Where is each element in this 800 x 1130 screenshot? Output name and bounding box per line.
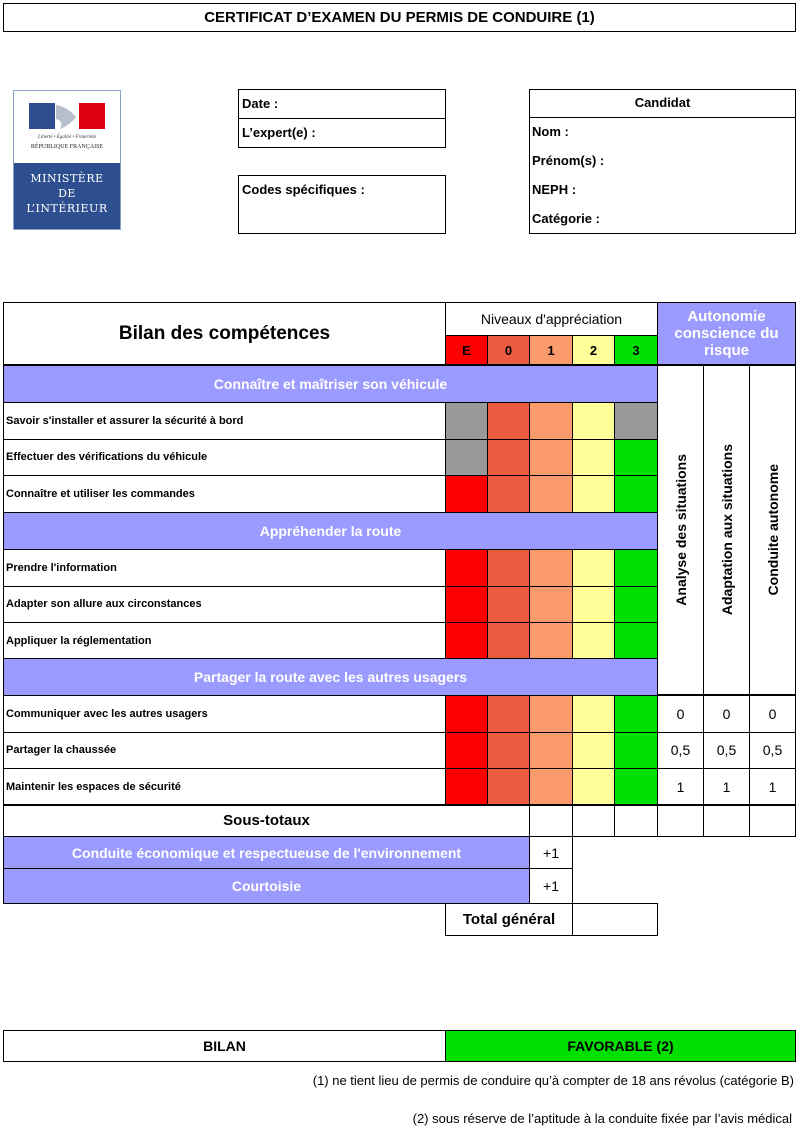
eco-driving-value[interactable]: +1 — [529, 836, 573, 869]
date-label: Date : — [242, 96, 279, 111]
republic-motto: Liberté • Égalité • Fraternité — [38, 135, 96, 140]
marianne-flag-icon — [14, 91, 120, 135]
codes-label: Codes spécifiques : — [242, 182, 365, 197]
rating-cell-3[interactable] — [614, 732, 658, 770]
prenom-label: Prénom(s) : — [532, 153, 605, 168]
competence-row-label: Maintenir les espaces de sécurité — [3, 768, 446, 806]
rating-cell-0[interactable] — [487, 622, 530, 660]
table-title: Bilan des compétences — [3, 302, 446, 365]
autonomy-col-analyse — [657, 365, 704, 695]
rating-cell-2[interactable] — [572, 402, 615, 440]
rating-cell-1[interactable] — [529, 695, 573, 733]
ministry-line-1: MINISTÈRE — [30, 172, 104, 185]
total-label: Total général — [445, 903, 573, 936]
rating-cell-1[interactable] — [529, 402, 573, 440]
footnote-1: (1) ne tient lieu de permis de conduire qu’à compter de 18 ans révolus (catégorie B) — [312, 1073, 794, 1088]
rating-cell-0[interactable] — [487, 768, 530, 806]
level-header-0: 0 — [487, 335, 530, 365]
eco-driving-label: Conduite économique et respectueuse de l'environnement — [3, 836, 530, 869]
rating-cell-0[interactable] — [487, 549, 530, 587]
expert-label: L’expert(e) : — [242, 125, 316, 140]
rating-cell-2[interactable] — [572, 549, 615, 587]
footnote-2: (2) sous réserve de l’aptitude à la conduite fixée par l’avis médical — [412, 1111, 792, 1126]
competence-row-label: Connaître et utiliser les commandes — [3, 475, 446, 513]
categorie-label: Catégorie : — [532, 211, 600, 226]
rating-cell-0[interactable] — [487, 402, 530, 440]
rating-cell-1[interactable] — [529, 622, 573, 660]
competence-row-label: Prendre l'information — [3, 549, 446, 587]
autonomy-col-adaptation — [703, 365, 750, 695]
categorie-field[interactable] — [529, 205, 796, 234]
courtesy-value[interactable]: +1 — [529, 868, 573, 904]
subtotal-cell[interactable] — [614, 804, 658, 837]
competence-row-label: Effectuer des vérifications du véhicule — [3, 439, 446, 477]
republic-name: RÉPUBLIQUE FRANÇAISE — [30, 144, 104, 150]
rating-cell-1[interactable] — [529, 439, 573, 477]
autonomy-value[interactable]: 0,5 — [657, 732, 704, 770]
rating-cell-0[interactable] — [487, 695, 530, 733]
autonomy-col-label: Adaptation aux situations — [718, 444, 735, 616]
rating-cell-2[interactable] — [572, 586, 615, 624]
autonomy-col-conduite — [749, 365, 796, 695]
ministry-logo — [13, 90, 121, 230]
rating-cell-3[interactable] — [614, 439, 658, 477]
nom-field[interactable] — [529, 118, 796, 147]
autonomy-value[interactable]: 1 — [703, 768, 750, 806]
subtotal-cell[interactable] — [572, 804, 615, 837]
rating-cell-2[interactable] — [572, 475, 615, 513]
nom-label: Nom : — [532, 124, 569, 139]
rating-cell-2[interactable] — [572, 768, 615, 806]
bilan-label: BILAN — [3, 1030, 446, 1062]
candidate-heading: Candidat — [634, 95, 691, 110]
total-value[interactable] — [572, 903, 658, 936]
autonomy-value[interactable]: 1 — [657, 768, 704, 806]
rating-cell-3[interactable] — [614, 622, 658, 660]
level-header-3: 3 — [614, 335, 658, 365]
ministry-line-3: L’INTÉRIEUR — [26, 202, 108, 215]
subtotal-cell[interactable] — [657, 804, 704, 837]
rating-cell-2[interactable] — [572, 439, 615, 477]
competence-row-label: Partager la chaussée — [3, 732, 446, 770]
subtotal-cell[interactable] — [749, 804, 796, 837]
bilan-result[interactable]: FAVORABLE (2) — [445, 1030, 796, 1062]
ministry-line-2: DE — [58, 187, 76, 200]
autonomy-value[interactable]: 1 — [749, 768, 796, 806]
autonomy-col-label: Analyse des situations — [672, 454, 689, 606]
rating-cell-3[interactable] — [614, 586, 658, 624]
rating-cell-0[interactable] — [487, 475, 530, 513]
courtesy-label: Courtoisie — [3, 868, 530, 904]
rating-cell-e[interactable] — [445, 549, 488, 587]
prenom-field[interactable] — [529, 147, 796, 176]
codes-field[interactable] — [238, 175, 446, 234]
rating-cell-1[interactable] — [529, 475, 573, 513]
rating-cell-e — [445, 402, 488, 440]
level-header-e: E — [445, 335, 488, 365]
levels-heading: Niveaux d'appréciation — [445, 302, 658, 336]
page-title: CERTIFICAT D’EXAMEN DU PERMIS DE CONDUIRE (1) — [3, 3, 796, 32]
neph-field[interactable] — [529, 176, 796, 205]
date-field[interactable] — [238, 89, 446, 119]
autonomy-value[interactable]: 0,5 — [703, 732, 750, 770]
autonomy-value[interactable]: 0 — [657, 695, 704, 733]
rating-cell-3[interactable] — [614, 475, 658, 513]
rating-cell-e[interactable] — [445, 586, 488, 624]
rating-cell-2[interactable] — [572, 622, 615, 660]
section-header: Partager la route avec les autres usagers — [3, 658, 658, 696]
rating-cell-2[interactable] — [572, 732, 615, 770]
section-header: Connaître et maîtriser son véhicule — [3, 365, 658, 403]
subtotals-label: Sous-totaux — [3, 804, 530, 837]
rating-cell-e[interactable] — [445, 622, 488, 660]
rating-cell-3[interactable] — [614, 695, 658, 733]
rating-cell-e — [445, 439, 488, 477]
rating-cell-0[interactable] — [487, 439, 530, 477]
expert-field[interactable] — [238, 118, 446, 148]
level-header-2: 2 — [572, 335, 615, 365]
rating-cell-3[interactable] — [614, 768, 658, 806]
rating-cell-1[interactable] — [529, 768, 573, 806]
subtotal-cell[interactable] — [529, 804, 573, 837]
rating-cell-0[interactable] — [487, 732, 530, 770]
rating-cell-1[interactable] — [529, 549, 573, 587]
rating-cell-e[interactable] — [445, 732, 488, 770]
competence-row-label: Savoir s'installer et assurer la sécurité à bord — [3, 402, 446, 440]
rating-cell-e[interactable] — [445, 475, 488, 513]
subtotal-cell[interactable] — [703, 804, 750, 837]
rating-cell-e[interactable] — [445, 695, 488, 733]
neph-label: NEPH : — [532, 182, 577, 197]
autonomy-col-label: Conduite autonome — [764, 464, 781, 596]
competence-row-label: Communiquer avec les autres usagers — [3, 695, 446, 733]
rating-cell-e[interactable] — [445, 768, 488, 806]
rating-cell-3[interactable] — [614, 549, 658, 587]
rating-cell-1[interactable] — [529, 732, 573, 770]
rating-cell-2[interactable] — [572, 695, 615, 733]
competence-row-label: Appliquer la réglementation — [3, 622, 446, 660]
level-header-1: 1 — [529, 335, 573, 365]
rating-cell-3 — [614, 402, 658, 440]
autonomy-value[interactable]: 0 — [703, 695, 750, 733]
competence-row-label: Adapter son allure aux circonstances — [3, 586, 446, 624]
autonomy-heading: Autonomie conscience du risque — [657, 302, 796, 365]
section-header: Appréhender la route — [3, 512, 658, 550]
autonomy-value[interactable]: 0,5 — [749, 732, 796, 770]
rating-cell-0[interactable] — [487, 586, 530, 624]
rating-cell-1[interactable] — [529, 586, 573, 624]
autonomy-value[interactable]: 0 — [749, 695, 796, 733]
